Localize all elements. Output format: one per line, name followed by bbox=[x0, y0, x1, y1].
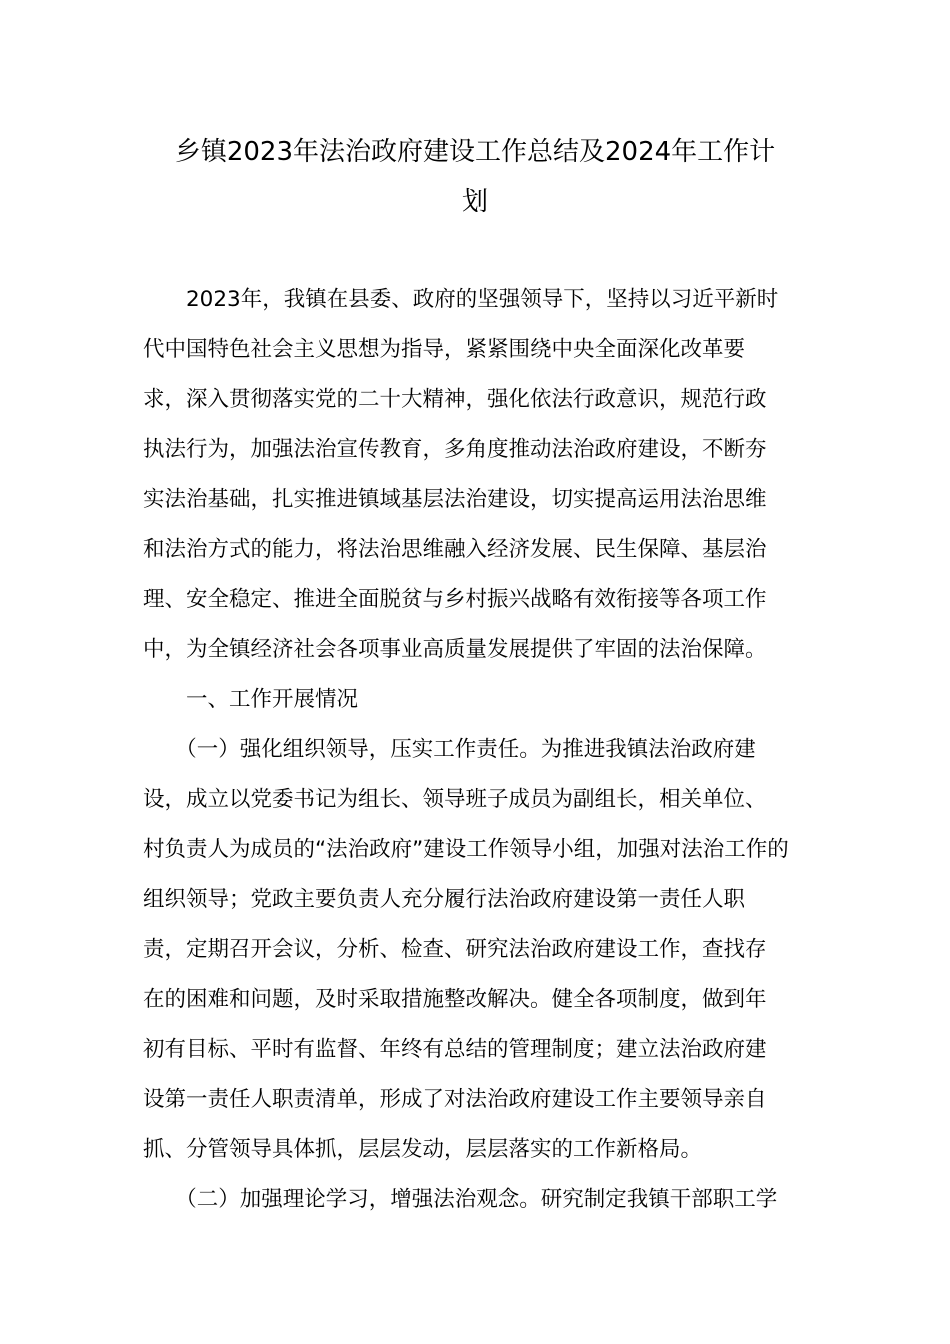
document-body bbox=[143, 275, 807, 1225]
body-line: 理、安全稳定、推进全面脱贫与乡村振兴战略有效衔接等各项工作 bbox=[143, 587, 767, 612]
body-line: 执法行为，加强法治宣传教育，多角度推动法治政府建设，不断夯 bbox=[143, 437, 767, 462]
body-line: 设，成立以党委书记为组长、领导班子成员为副组长，相关单位、 bbox=[143, 787, 767, 812]
body-line: 村负责人为成员的“法治政府”建设工作领导小组，加强对法治工作的 bbox=[143, 837, 789, 862]
body-line: 中，为全镇经济社会各项事业高质量发展提供了牢固的法治保障。 bbox=[143, 637, 767, 662]
body-line: 代中国特色社会主义思想为指导，紧紧围绕中央全面深化改革要 bbox=[143, 337, 746, 362]
body-line: 抓、分管领导具体抓，层层发动，层层落实的工作新格局。 bbox=[143, 1137, 703, 1162]
body-line: 和法治方式的能力，将法治思维融入经济发展、民生保障、基层治 bbox=[143, 537, 767, 562]
body-line: 责，定期召开会议，分析、检查、研究法治政府建设工作，查找存 bbox=[143, 937, 767, 962]
body-line: （一）强化组织领导，压实工作责任。为推进我镇法治政府建 bbox=[143, 737, 756, 762]
body-line: 求，深入贯彻落实党的二十大精神，强化依法行政意识，规范行政 bbox=[143, 387, 767, 412]
section-heading: 一、工作开展情况 bbox=[143, 687, 359, 712]
document-title-line-1: 乡镇2023年法治政府建设工作总结及2024年工作计 bbox=[174, 137, 776, 167]
body-line: 实法治基础，扎实推进镇域基层法治建设，切实提高运用法治思维 bbox=[143, 487, 767, 512]
body-line: 设第一责任人职责清单，形成了对法治政府建设工作主要领导亲自 bbox=[143, 1087, 767, 1112]
document-title-line-2: 划 bbox=[461, 187, 488, 217]
body-line: 初有目标、平时有监督、年终有总结的管理制度；建立法治政府建 bbox=[143, 1037, 767, 1062]
body-line: 2023年，我镇在县委、政府的坚强领导下，坚持以习近平新时 bbox=[143, 287, 779, 312]
body-line: （二）加强理论学习，增强法治观念。研究制定我镇干部职工学 bbox=[143, 1187, 778, 1212]
body-line: 组织领导；党政主要负责人充分履行法治政府建设第一责任人职 bbox=[143, 887, 746, 912]
body-line: 在的困难和问题，及时采取措施整改解决。健全各项制度，做到年 bbox=[143, 987, 767, 1012]
